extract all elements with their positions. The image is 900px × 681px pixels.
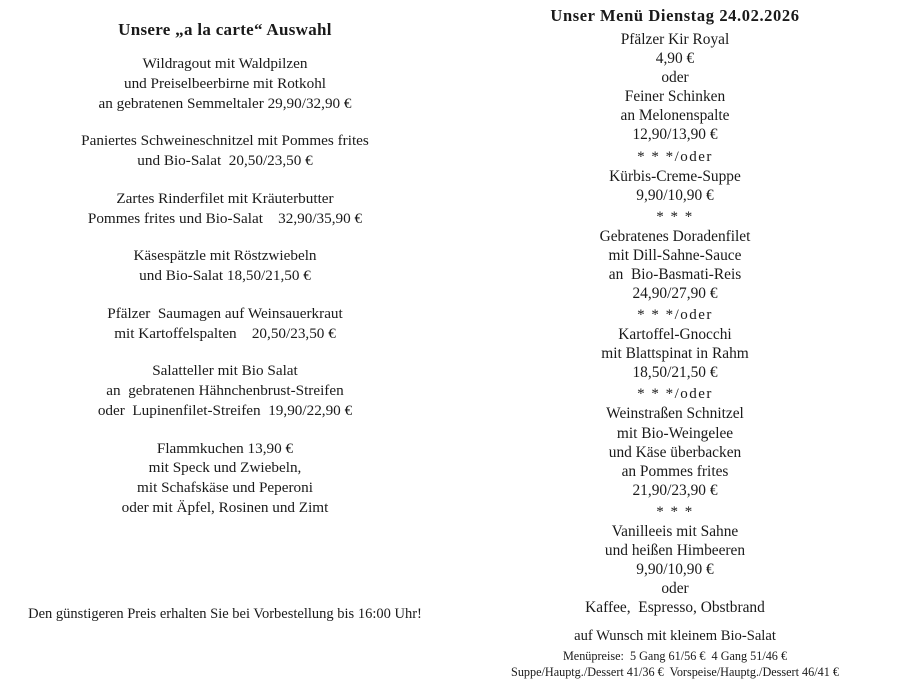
menu-footer-note: auf Wunsch mit kleinem Bio-Salat xyxy=(574,628,776,645)
menu-course-line: 24,90/27,90 € xyxy=(632,285,718,303)
menu-footer xyxy=(450,627,900,680)
menu-course-line: 9,90/10,90 € xyxy=(636,561,714,579)
alacarte-item xyxy=(0,54,450,113)
menu-course-line: an Pommes frites xyxy=(621,462,729,480)
alacarte-item xyxy=(0,439,450,518)
alacarte-item xyxy=(0,246,450,286)
alacarte-item-line: Wildragout mit Waldpilzen xyxy=(142,55,308,72)
alacarte-item-line: mit Kartoffelspalten 20,50/23,50 € xyxy=(114,324,336,342)
menu-course-line: oder xyxy=(661,580,689,598)
menu-course-line: Vanilleeis mit Sahne xyxy=(611,522,739,540)
alacarte-item-line: Pfälzer Saumagen auf Weinsauerkraut xyxy=(107,304,343,322)
alacarte-item xyxy=(0,131,450,171)
alacarte-item-line: und Bio-Salat 18,50/21,50 € xyxy=(139,267,311,284)
menu-course xyxy=(450,522,900,617)
menu-prices-line-1: Menüpreise: 5 Gang 61/56 € 4 Gang 51/46 € xyxy=(562,649,788,664)
menu-course-line: 18,50/21,50 € xyxy=(632,364,718,382)
menu-course-line: Kaffee, Espresso, Obstbrand xyxy=(585,599,765,617)
alacarte-item-line: an gebratenen Semmeltaler 29,90/32,90 € xyxy=(98,94,352,112)
alacarte-item-line: Pommes frites und Bio-Salat 32,90/35,90 € xyxy=(87,209,363,227)
menu-course-line: mit Bio-Weingelee xyxy=(616,424,734,442)
course-separator: * * * xyxy=(656,503,694,520)
menu-course-line: 12,90/13,90 € xyxy=(632,126,718,144)
menu-course-line: und heißen Himbeeren xyxy=(604,541,746,559)
alacarte-item-list xyxy=(0,54,450,518)
alacarte-item-line: Käsespätzle mit Röstzwiebeln xyxy=(133,247,317,265)
course-separator: * * */oder xyxy=(637,307,713,324)
menu-course-line: Feiner Schinken xyxy=(624,88,726,106)
alacarte-item-line: und Preiselbeerbirne mit Rotkohl xyxy=(123,74,327,92)
menu-course-line: Weinstraßen Schnitzel xyxy=(606,405,744,423)
menu-course-line: Kartoffel-Gnocchi xyxy=(618,326,732,344)
menu-course-line: mit Blattspinat in Rahm xyxy=(601,345,749,363)
menu-course-line: 4,90 € xyxy=(655,50,695,68)
alacarte-item-line: oder mit Äpfel, Rosinen und Zimt xyxy=(121,498,329,516)
alacarte-item-line: Salatteller mit Bio Salat xyxy=(152,362,298,380)
alacarte-item-line: und Bio-Salat 20,50/23,50 € xyxy=(137,152,313,169)
alacarte-item-line: an gebratenen Hähnchenbrust-Streifen xyxy=(106,382,344,399)
menu-course-line: oder xyxy=(661,69,689,87)
menu-course-line: 21,90/23,90 € xyxy=(632,481,718,499)
alacarte-column xyxy=(0,0,450,536)
menu-course-list xyxy=(450,30,900,617)
alacarte-item xyxy=(0,361,450,420)
alacarte-item-line: mit Schafskäse und Peperoni xyxy=(137,479,313,496)
alacarte-item xyxy=(0,304,450,344)
course-separator: * * */oder xyxy=(637,386,713,403)
menu-course-line: und Käse überbacken xyxy=(608,443,742,461)
menu-course-line: Pfälzer Kir Royal xyxy=(620,31,730,48)
alacarte-item-line: Zartes Rinderfilet mit Kräuterbutter xyxy=(116,189,334,207)
menu-course xyxy=(450,227,900,303)
menu-course-line: Kürbis-Creme-Suppe xyxy=(609,167,741,185)
alacarte-item-line: Paniertes Schweineschnitzel mit Pommes frites xyxy=(81,132,369,150)
menu-course-line: an Melonenspalte xyxy=(620,107,730,125)
alacarte-heading: Unsere „a la carte“ Auswahl xyxy=(118,20,332,39)
menu-course-line: Gebratenes Doradenfilet xyxy=(599,227,751,245)
menu-course xyxy=(450,167,900,205)
menu-course-line: mit Dill-Sahne-Sauce xyxy=(608,246,742,264)
alacarte-item-line: oder Lupinenfilet-Streifen 19,90/22,90 € xyxy=(97,401,353,419)
menu-course-line: an Bio-Basmati-Reis xyxy=(608,265,742,283)
menu-course xyxy=(450,325,900,382)
menu-column xyxy=(450,0,900,681)
alacarte-item xyxy=(0,189,450,229)
menu-course xyxy=(450,30,900,145)
menu-course-line: 9,90/10,90 € xyxy=(636,186,714,204)
alacarte-item-line: mit Speck und Zwiebeln, xyxy=(148,459,302,477)
menu-course xyxy=(450,404,900,499)
menu-prices-line-2: Suppe/Hauptg./Dessert 41/36 € Vorspeise/Hauptg./Dessert 46/41 € xyxy=(511,664,839,679)
alacarte-footnote: Den günstigeren Preis erhalten Sie bei Vorbestellung bis 16:00 Uhr! xyxy=(28,606,422,622)
course-separator: * * */oder xyxy=(637,148,713,165)
menu-heading: Unser Menü Dienstag 24.02.2026 xyxy=(550,6,800,25)
alacarte-item-line: Flammkuchen 13,90 € xyxy=(156,439,294,457)
course-separator: * * * xyxy=(656,208,694,225)
